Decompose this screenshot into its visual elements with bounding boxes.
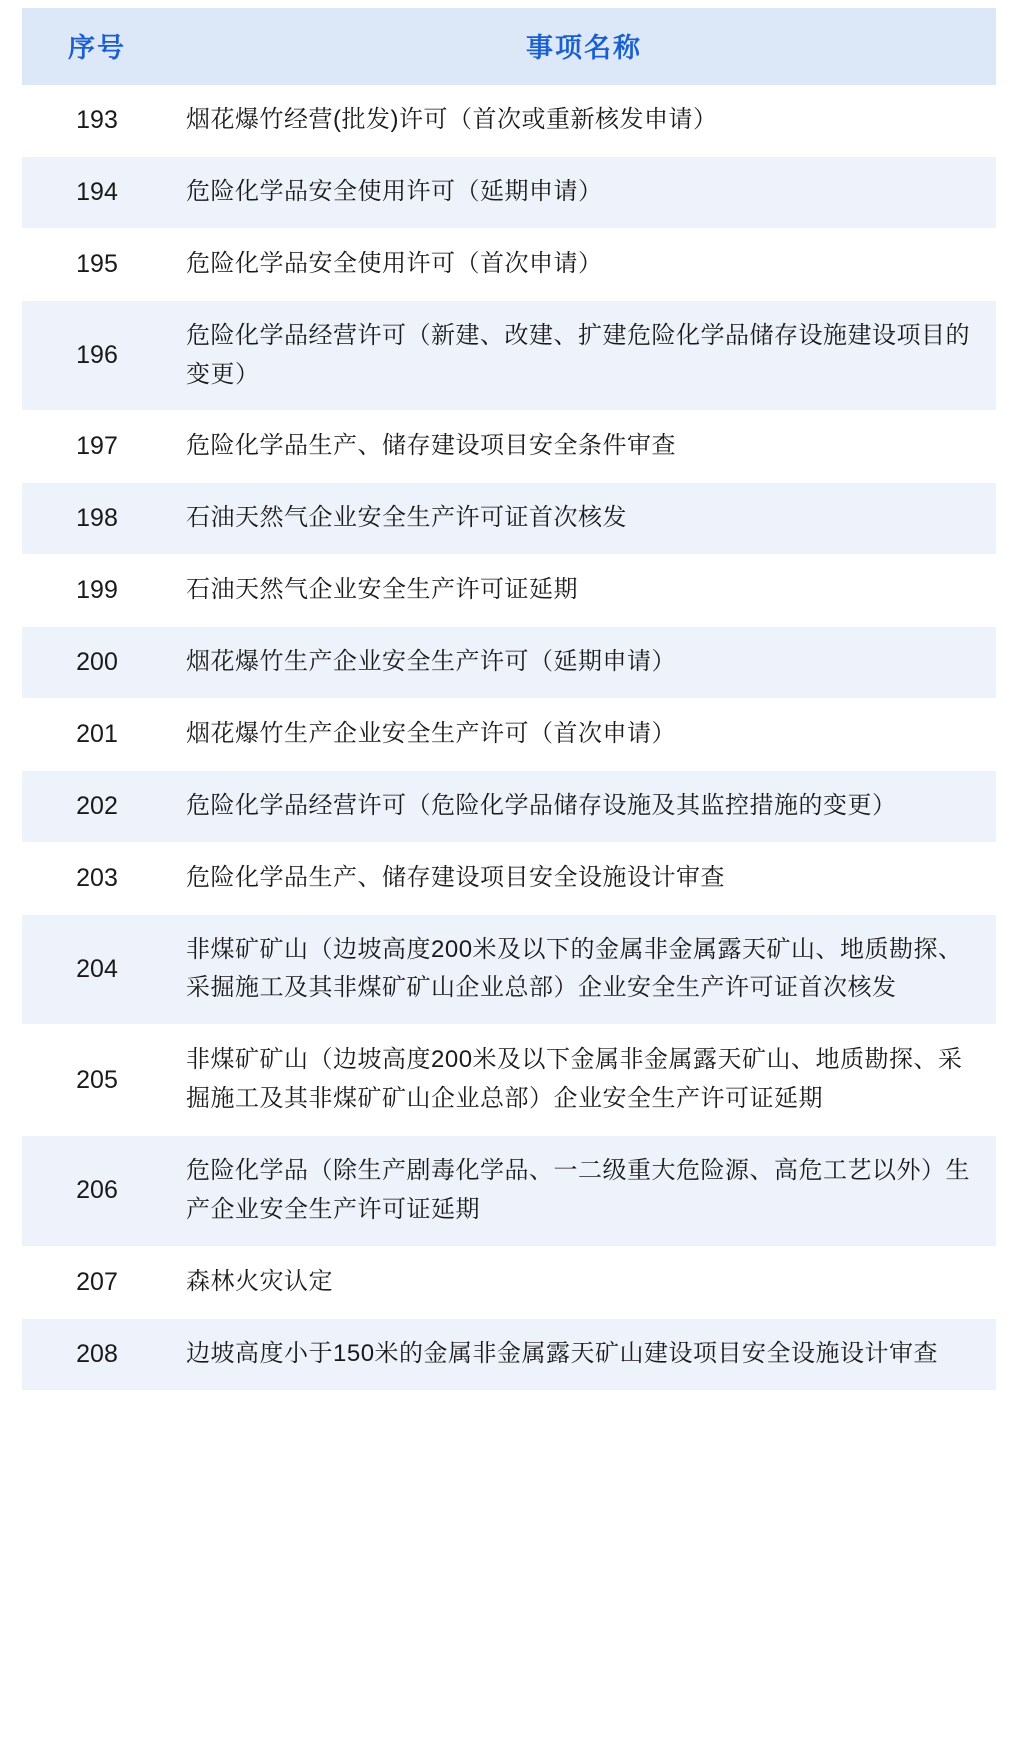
cell-matter-name: 危险化学品（除生产剧毒化学品、一二级重大危险源、高危工艺以外）生产企业安全生产许可证延期 <box>172 1136 996 1247</box>
table-row <box>22 770 996 842</box>
cell-number: 193 <box>22 85 172 156</box>
cell-number: 208 <box>22 1318 172 1390</box>
cell-number: 194 <box>22 156 172 228</box>
cell-matter-name: 危险化学品生产、储存建设项目安全条件审查 <box>172 411 996 483</box>
cell-number: 197 <box>22 411 172 483</box>
cell-matter-name: 森林火灾认定 <box>172 1246 996 1318</box>
table-row <box>22 1136 996 1247</box>
cell-number: 196 <box>22 300 172 411</box>
table-row <box>22 1025 996 1136</box>
table-body <box>22 85 996 1390</box>
cell-matter-name: 边坡高度小于150米的金属非金属露天矿山建设项目安全设施设计审查 <box>172 1318 996 1390</box>
table-row <box>22 483 996 555</box>
cell-matter-name: 非煤矿矿山（边坡高度200米及以下金属非金属露天矿山、地质勘探、采掘施工及其非煤矿矿山企业总部）企业安全生产许可证延期 <box>172 1025 996 1136</box>
table-row <box>22 698 996 770</box>
cell-matter-name: 石油天然气企业安全生产许可证延期 <box>172 555 996 627</box>
cell-number: 202 <box>22 770 172 842</box>
cell-matter-name: 石油天然气企业安全生产许可证首次核发 <box>172 483 996 555</box>
cell-number: 207 <box>22 1246 172 1318</box>
table-row <box>22 300 996 411</box>
table-row <box>22 156 996 228</box>
cell-number: 195 <box>22 228 172 300</box>
cell-number: 203 <box>22 842 172 914</box>
table-row <box>22 914 996 1025</box>
matters-table <box>22 8 996 1391</box>
table-row <box>22 627 996 699</box>
cell-number: 200 <box>22 627 172 699</box>
table-header-row <box>22 8 996 85</box>
table-row <box>22 228 996 300</box>
table-header <box>22 8 996 85</box>
table-row <box>22 1318 996 1390</box>
table-row <box>22 411 996 483</box>
column-header-number: 序号 <box>22 8 172 85</box>
cell-matter-name: 烟花爆竹生产企业安全生产许可（延期申请） <box>172 627 996 699</box>
cell-matter-name: 危险化学品安全使用许可（延期申请） <box>172 156 996 228</box>
cell-matter-name: 危险化学品生产、储存建设项目安全设施设计审查 <box>172 842 996 914</box>
cell-number: 206 <box>22 1136 172 1247</box>
cell-number: 198 <box>22 483 172 555</box>
cell-matter-name: 危险化学品经营许可（新建、改建、扩建危险化学品储存设施建设项目的变更） <box>172 300 996 411</box>
cell-number: 205 <box>22 1025 172 1136</box>
column-header-name: 事项名称 <box>172 8 996 85</box>
cell-matter-name: 烟花爆竹生产企业安全生产许可（首次申请） <box>172 698 996 770</box>
cell-number: 201 <box>22 698 172 770</box>
table-row <box>22 1246 996 1318</box>
cell-matter-name: 烟花爆竹经营(批发)许可（首次或重新核发申请） <box>172 85 996 156</box>
cell-number: 199 <box>22 555 172 627</box>
cell-matter-name: 危险化学品安全使用许可（首次申请） <box>172 228 996 300</box>
cell-matter-name: 非煤矿矿山（边坡高度200米及以下的金属非金属露天矿山、地质勘探、采掘施工及其非煤矿矿山企业总部）企业安全生产许可证首次核发 <box>172 914 996 1025</box>
table-row <box>22 85 996 156</box>
table-row <box>22 555 996 627</box>
cell-matter-name: 危险化学品经营许可（危险化学品储存设施及其监控措施的变更） <box>172 770 996 842</box>
cell-number: 204 <box>22 914 172 1025</box>
table-row <box>22 842 996 914</box>
